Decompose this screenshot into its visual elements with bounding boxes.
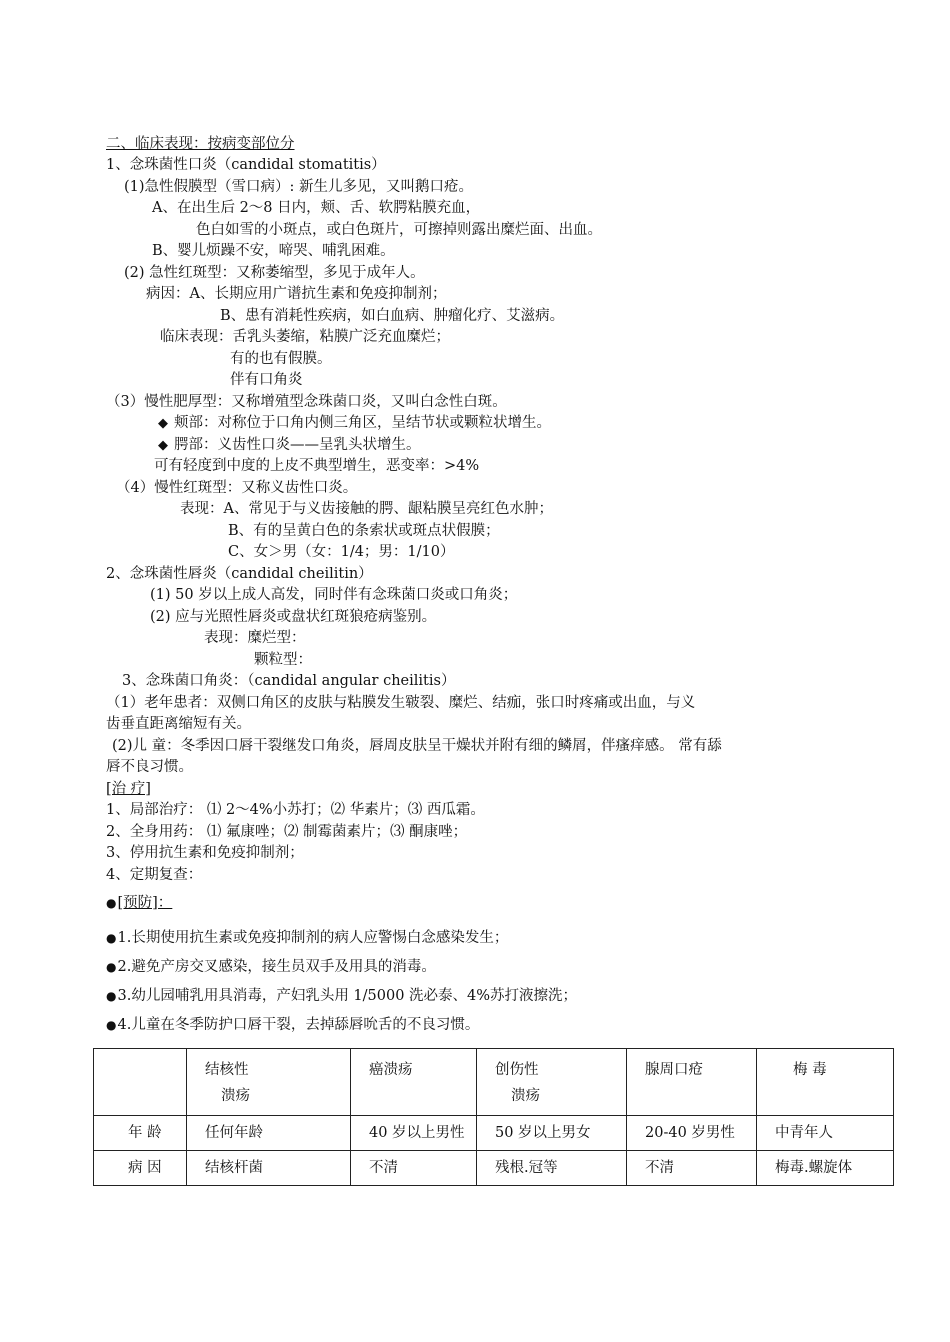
bullet-icon: ● [106, 960, 117, 974]
table-row [94, 1116, 894, 1151]
text-content: 1、念珠菌性口炎（candidal stomatitis） [106, 157, 386, 173]
text-content: 颊部：对称位于口角内侧三角区，呈结节状或颗粒状增生。 [174, 415, 551, 431]
text-content: 腭部：义齿性口炎——呈乳头状增生。 [174, 437, 421, 453]
table-header-row [94, 1049, 894, 1116]
text-line [106, 957, 436, 977]
header-cell-empty [94, 1049, 187, 1116]
header-cell: 梅 毒 [757, 1049, 894, 1116]
table-cell: 中青年人 [757, 1116, 894, 1151]
text-content: （3）慢性肥厚型：又称增殖型念珠菌口炎，又叫白念性白斑。 [106, 394, 507, 410]
text-content: （1）老年患者：双侧口角区的皮肤与粘膜发生皲裂、糜烂、结痂，张口时疼痛或出血，与义 [106, 695, 696, 711]
text-content: 3、念珠菌口角炎：（candidal angular cheilitis） [122, 673, 456, 689]
table-cell: 40 岁以上男性 [351, 1116, 477, 1151]
text-content: B、有的呈黄白色的条索状或斑点状假膜； [228, 523, 500, 539]
text-line [230, 349, 332, 369]
header-cell: 结核性 溃疡 [187, 1049, 351, 1116]
text-line [106, 134, 295, 154]
text-line [150, 607, 436, 627]
text-line [106, 693, 695, 713]
text-content: (1) 50 岁以上成人高发，同时伴有念珠菌口炎或口角炎； [150, 587, 518, 603]
text-line [150, 585, 517, 605]
text-line [230, 370, 303, 390]
text-content: 可有轻度到中度的上皮不典型增生，恶变率：>4% [154, 458, 480, 474]
row-label: 年 龄 [94, 1116, 187, 1151]
text-content: 二、临床表现：按病变部位分 [106, 136, 295, 152]
text-line [106, 392, 507, 412]
table-cell: 梅毒.螺旋体 [757, 1151, 894, 1186]
header-cell: 腺周口疮 [627, 1049, 757, 1116]
table-cell: 任何年龄 [187, 1116, 351, 1151]
text-content: 有的也有假膜。 [230, 351, 332, 367]
text-line [154, 456, 479, 476]
table-cell: 不清 [627, 1151, 757, 1186]
diamond-bullet-icon: ◆ [158, 438, 168, 453]
text-content: (2) 应与光照性唇炎或盘状红斑狼疮病鉴别。 [150, 609, 437, 625]
text-content: 表现：A、常见于与义齿接触的腭、龈粘膜呈亮红色水肿； [180, 501, 553, 517]
text-line [158, 413, 551, 434]
text-line [106, 714, 251, 734]
text-content: 唇不良习惯。 [106, 759, 193, 775]
text-content: 齿垂直距离缩短有关。 [106, 716, 251, 732]
text-line [112, 736, 722, 756]
text-line [106, 928, 508, 948]
text-line [220, 306, 564, 326]
table-cell: 残根.冠等 [477, 1151, 627, 1186]
text-line [204, 628, 306, 648]
text-content: (2)儿 童：冬季因口唇干裂继发口角炎，唇周皮肤呈干燥状并附有细的鳞屑，伴瘙痒感。 常有舔 [112, 738, 722, 754]
text-line [152, 198, 480, 218]
text-line [124, 263, 425, 283]
ulcer-comparison-table [93, 1048, 894, 1186]
text-line [180, 499, 553, 519]
text-content: 色白如雪的小斑点，或白色斑片，可擦掉则露出糜烂面、出血。 [196, 222, 602, 238]
text-content: 2、全身用药： ⑴ 氟康唑；⑵ 制霉菌素片；⑶ 酮康唑； [106, 824, 468, 840]
table-row [94, 1151, 894, 1186]
text-line [106, 155, 386, 175]
text-line [106, 800, 485, 820]
text-line [106, 893, 172, 913]
text-line [228, 521, 500, 541]
bullet-icon: ● [106, 989, 117, 1003]
text-line [106, 986, 577, 1006]
text-line [116, 478, 357, 498]
text-line [124, 177, 473, 197]
text-line [158, 435, 421, 456]
text-content: B、患有消耗性疾病，如白血病、肿瘤化疗、艾滋病。 [220, 308, 565, 324]
text-content: 4.儿童在冬季防护口唇干裂，去掉舔唇吮舌的不良习惯。 [117, 1017, 480, 1033]
text-line [106, 865, 202, 885]
text-line [106, 564, 373, 584]
text-content: 1、局部治疗： ⑴ 2～4%小苏打；⑵ 华素片；⑶ 西瓜霜。 [106, 802, 485, 818]
text-content: A、在出生后 2～8 日内，颊、舌、软腭粘膜充血， [152, 200, 481, 216]
text-content: C、女＞男（女：1/4；男：1/10） [228, 544, 455, 560]
header-cell: 癌溃疡 [351, 1049, 477, 1116]
text-content: 4、定期复查： [106, 867, 203, 883]
table-cell: 结核杆菌 [187, 1151, 351, 1186]
text-line [106, 843, 304, 863]
text-line [196, 220, 602, 240]
text-content: (2) 急性红斑型：又称萎缩型，多见于成年人。 [124, 265, 425, 281]
text-line [228, 542, 455, 562]
text-line [106, 822, 467, 842]
text-line [254, 650, 312, 670]
bullet-icon: ● [106, 896, 117, 910]
text-line [106, 1015, 479, 1035]
text-line [122, 671, 455, 691]
text-line [106, 779, 151, 799]
diamond-bullet-icon: ◆ [158, 416, 168, 431]
text-content: B、婴儿烦躁不安，啼哭、哺乳困难。 [152, 243, 395, 259]
text-content: 颗粒型： [254, 652, 312, 668]
text-line [106, 757, 193, 777]
text-content: 表现：糜烂型： [204, 630, 306, 646]
text-content: (1)急性假膜型（雪口病）: 新生儿多见，又叫鹅口疮。 [124, 179, 474, 195]
text-content: [治 疗] [106, 781, 151, 797]
text-line [146, 284, 446, 304]
bullet-icon: ● [106, 931, 117, 945]
text-line [160, 327, 450, 347]
text-content: 1.长期使用抗生素或免疫抑制剂的病人应警惕白念感染发生； [117, 930, 509, 946]
text-content: 2.避免产房交叉感染，接生员双手及用具的消毒。 [117, 959, 436, 975]
table-cell: 20-40 岁男性 [627, 1116, 757, 1151]
header-cell: 创伤性 溃疡 [477, 1049, 627, 1116]
table-cell: 50 岁以上男女 [477, 1116, 627, 1151]
row-label: 病 因 [94, 1151, 187, 1186]
text-content: 2、念珠菌性唇炎（candidal cheilitin） [106, 566, 373, 582]
text-content: [预防]： [117, 895, 173, 911]
bullet-icon: ● [106, 1018, 117, 1032]
text-content: 伴有口角炎 [230, 372, 303, 388]
text-content: （4）慢性红斑型：又称义齿性口炎。 [116, 480, 358, 496]
text-content: 3、停用抗生素和免疫抑制剂； [106, 845, 304, 861]
text-content: 病因：A、长期应用广谱抗生素和免疫抑制剂； [146, 286, 447, 302]
text-content: 3.幼儿园哺乳用具消毒，产妇乳头用 1/5000 洗必泰、4%苏打液擦洗； [117, 988, 578, 1004]
text-content: 临床表现：舌乳头萎缩，粘膜广泛充血糜烂； [160, 329, 450, 345]
table-cell: 不清 [351, 1151, 477, 1186]
text-line [152, 241, 395, 261]
